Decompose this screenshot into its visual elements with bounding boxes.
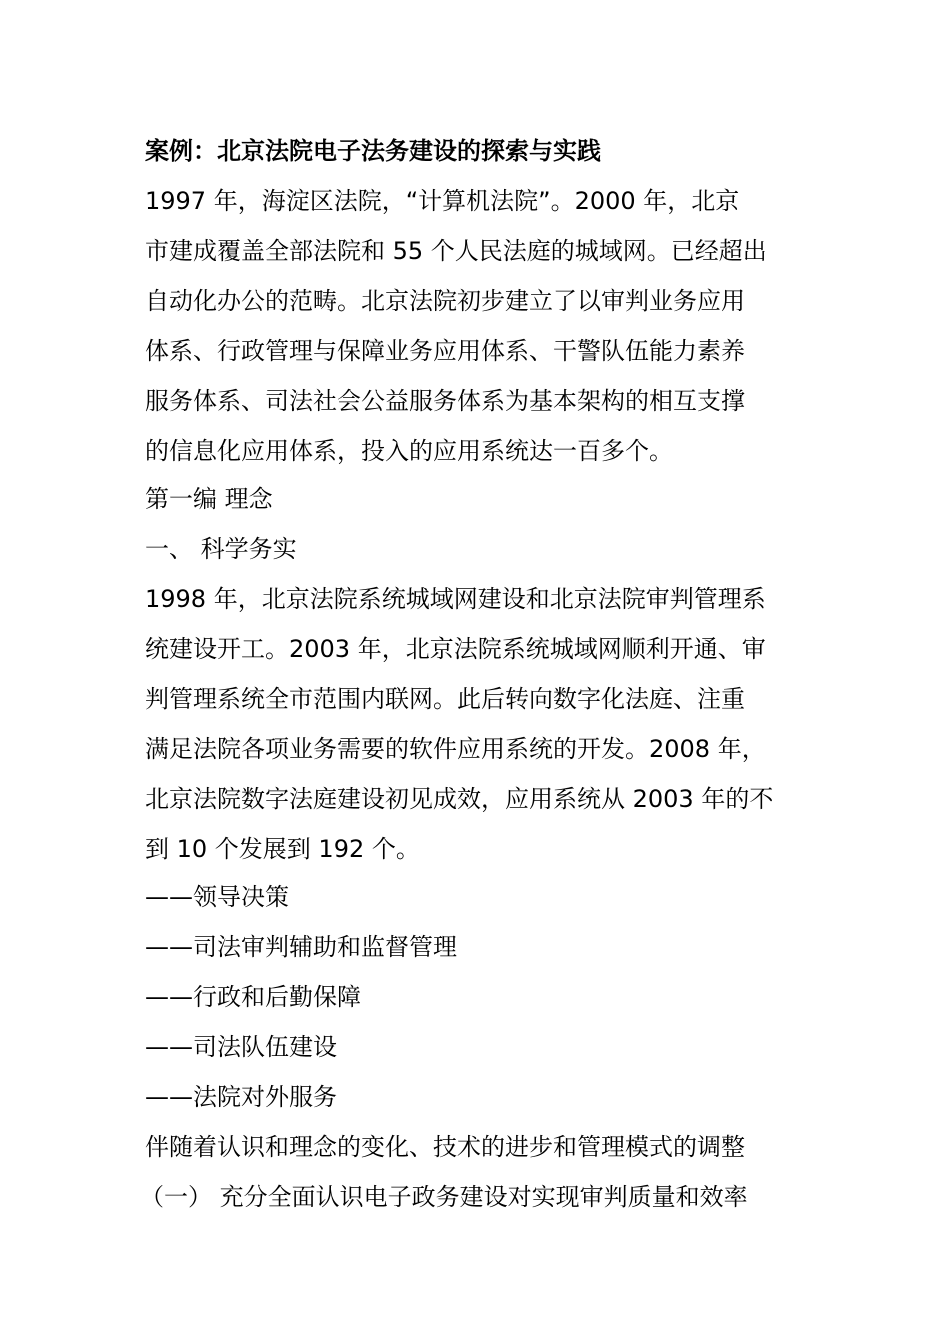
paragraph-line: 服务体系、司法社会公益服务体系为基本架构的相互支撑 (145, 387, 745, 415)
part-heading: 第一编 理念 (145, 485, 273, 513)
paragraph-line: 1997 年，海淀区法院，“计算机法院”。2000 年，北京 (145, 187, 740, 215)
paragraph-line: 市建成覆盖全部法院和 55 个人民法庭的城域网。已经超出 (145, 237, 767, 265)
paragraph-line: 1998 年，北京法院系统城域网建设和北京法院审判管理系 (145, 585, 766, 613)
paragraph-line: 判管理系统全市范围内联网。此后转向数字化法庭、注重 (145, 685, 745, 713)
list-item: ——法院对外服务 (145, 1083, 337, 1111)
list-item: ——领导决策 (145, 883, 289, 911)
document-title: 案例：北京法院电子法务建设的探索与实践 (145, 137, 601, 165)
paragraph-line: 满足法院各项业务需要的软件应用系统的开发。2008 年， (145, 735, 766, 763)
paragraph-line: 的信息化应用体系，投入的应用系统达一百多个。 (145, 437, 673, 465)
paragraph-line: 北京法院数字法庭建设初见成效，应用系统从 2003 年的不 (145, 785, 774, 813)
section-heading: 一、 科学务实 (145, 535, 297, 563)
list-item: ——司法队伍建设 (145, 1033, 337, 1061)
paragraph-line: 体系、行政管理与保障业务应用体系、干警队伍能力素养 (145, 337, 745, 365)
subsection-heading: （一） 充分全面认识电子政务建设对实现审判质量和效率 (140, 1183, 748, 1211)
paragraph-line: 到 10 个发展到 192 个。 (145, 835, 420, 863)
paragraph-line: 伴随着认识和理念的变化、技术的进步和管理模式的调整 (145, 1133, 745, 1161)
list-item: ——司法审判辅助和监督管理 (145, 933, 457, 961)
paragraph-line: 统建设开工。2003 年，北京法院系统城域网顺利开通、审 (145, 635, 766, 663)
list-item: ——行政和后勤保障 (145, 983, 361, 1011)
paragraph-line: 自动化办公的范畴。北京法院初步建立了以审判业务应用 (145, 287, 745, 315)
